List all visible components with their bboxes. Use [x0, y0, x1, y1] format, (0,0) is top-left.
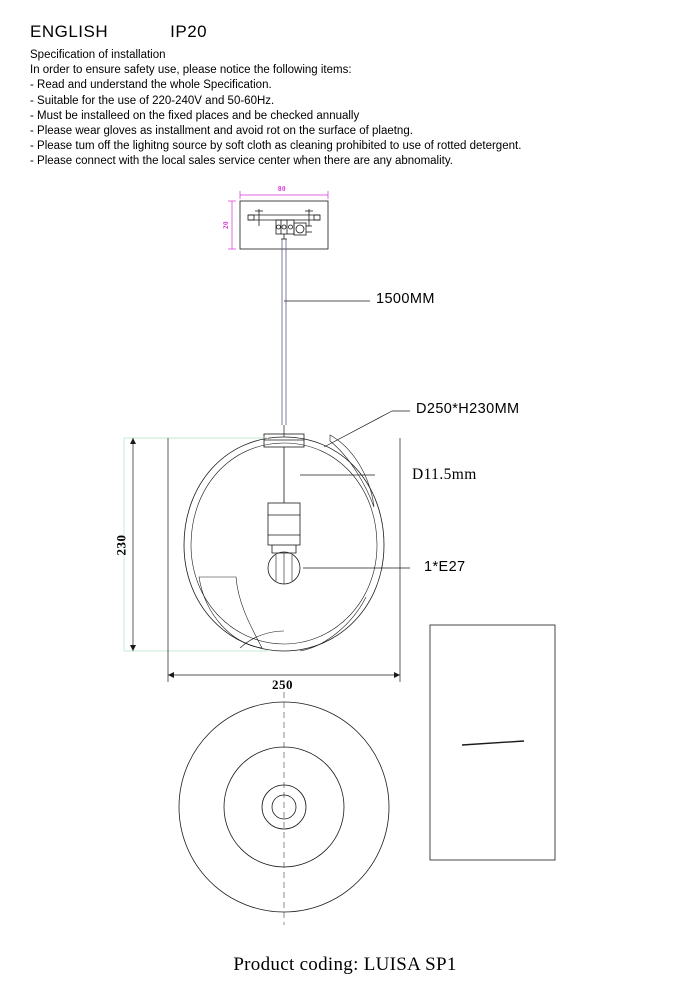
bulb	[268, 552, 300, 584]
dimension-extension-lines	[124, 438, 268, 651]
height-dimension-label: 230	[113, 534, 129, 556]
spec-title: Specification of installation	[30, 49, 166, 61]
lamp-holder	[268, 447, 300, 553]
spec-item: - Please wear gloves as installment and avoid rot on the surface of plaetng.	[30, 125, 413, 138]
spec-item: - Please connect with the local sales service center when there are any abnomality.	[30, 155, 453, 168]
product-coding-footer: Product coding: LUISA SP1	[233, 954, 457, 975]
dimension-lines	[130, 438, 400, 682]
canopy-size-label: D11.5mm	[412, 466, 477, 483]
suspension-cord	[282, 239, 286, 425]
spec-item: - Must be installeed on the fixed places and be checked annually	[30, 109, 360, 122]
width-dimension-label: 250	[272, 677, 293, 692]
ip-rating-label: IP20	[170, 22, 208, 41]
language-label: ENGLISH	[30, 22, 109, 41]
header	[30, 22, 207, 42]
shade-size-label: D250*H230MM	[416, 401, 520, 417]
technical-drawing	[0, 185, 690, 945]
ceiling-bracket	[240, 201, 328, 249]
bracket-width-label: 80	[278, 185, 286, 193]
cord-ticks	[284, 301, 340, 437]
spec-intro: In order to ensure safety use, please notice the following items:	[30, 64, 352, 77]
specification-block	[30, 48, 630, 170]
spec-item: - Suitable for the use of 220-240V and 50-60Hz.	[30, 94, 275, 107]
bracket-height-label: 20	[222, 221, 230, 229]
spec-item: - Read and understand the whole Specification.	[30, 79, 272, 92]
socket-label: 1*E27	[424, 559, 466, 575]
side-view	[430, 625, 555, 860]
bottom-view	[179, 682, 389, 925]
cord-length-label: 1500MM	[376, 291, 435, 307]
leader-lines	[300, 301, 410, 568]
spec-item: - Please tum off the lighitng source by soft cloth as cleaning prohibited to use of rotted detergent.	[30, 140, 522, 153]
